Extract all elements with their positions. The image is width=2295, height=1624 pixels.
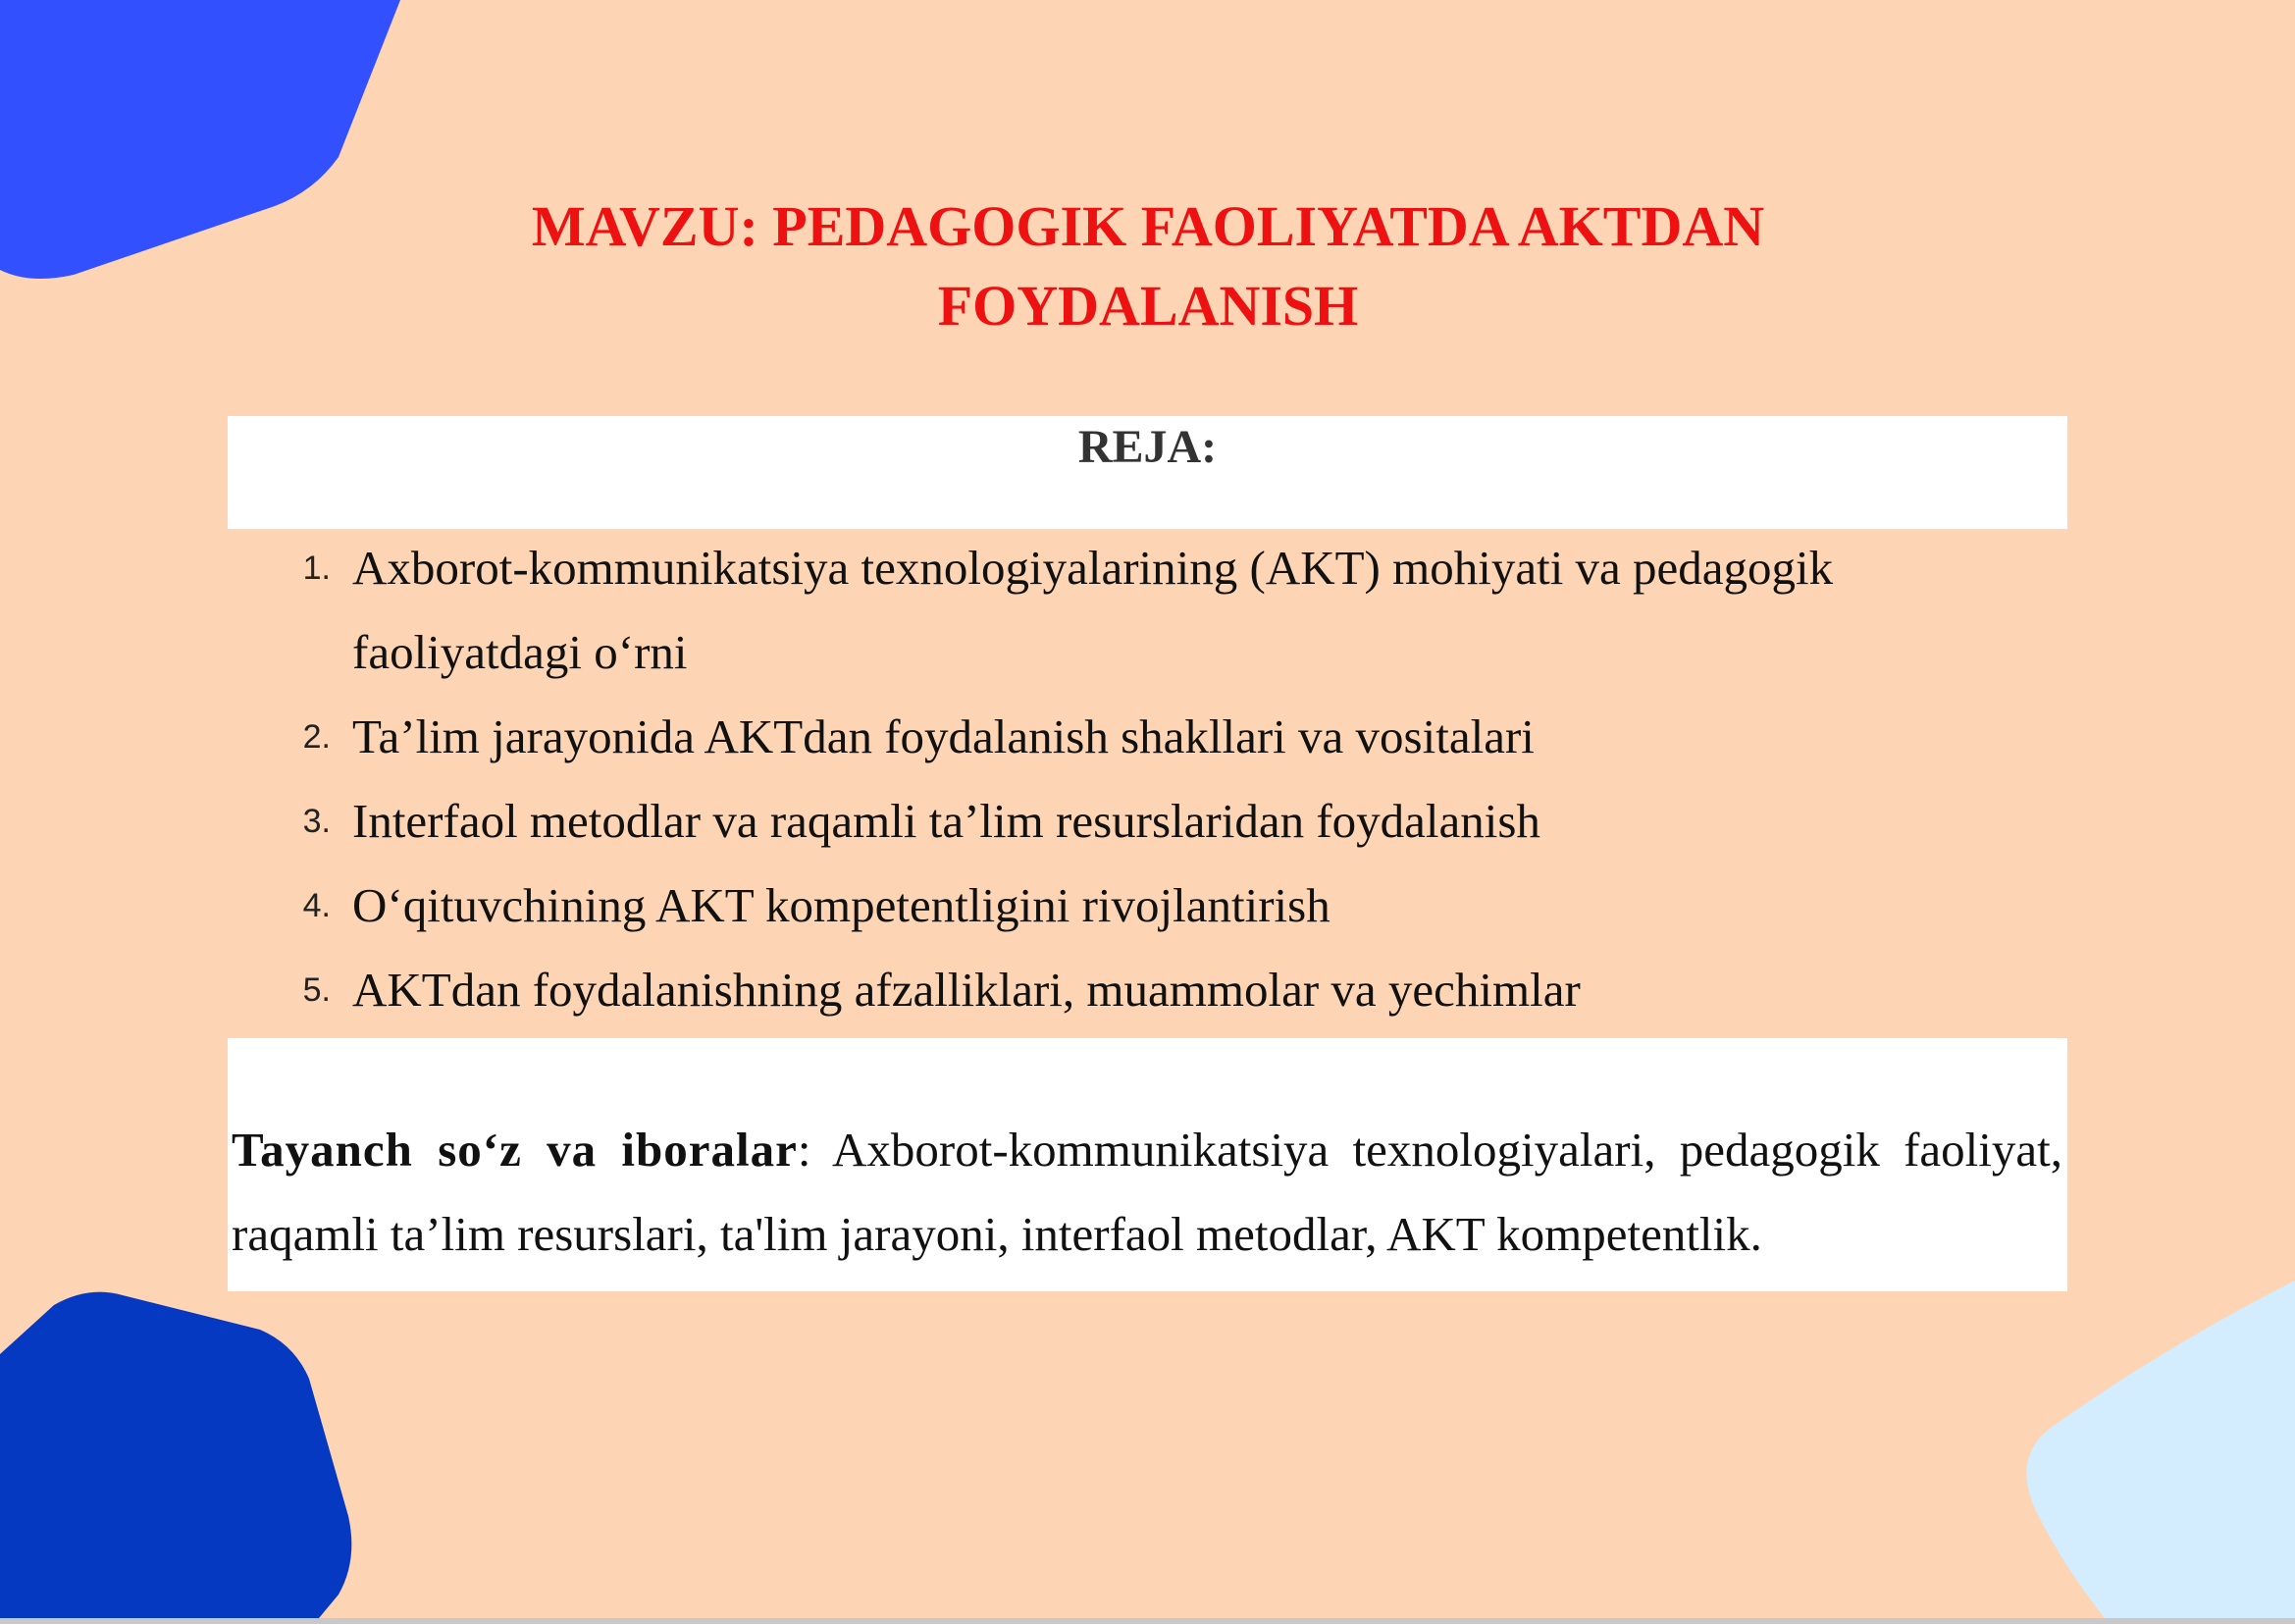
plan-item-number: 5. — [302, 971, 331, 1009]
page-title — [196, 186, 2100, 345]
bottom-left-blue-shape — [0, 1292, 351, 1624]
plan-item-2 — [270, 695, 2056, 779]
plan-item-3 — [270, 779, 2056, 864]
plan-list — [270, 526, 2056, 1032]
plan-item-number: 3. — [302, 803, 331, 840]
plan-heading: REJA: — [1077, 421, 1218, 473]
plan-item-text: AKTdan foydalanishning afzalliklari, muammolar va yechimlar — [352, 963, 1581, 1017]
keywords-separator: : — [797, 1123, 833, 1177]
plan-item-text: Interfaol metodlar va raqamli ta’lim resurslaridan foydalanish — [352, 794, 1540, 848]
plan-item-number: 2. — [302, 718, 331, 756]
bottom-border — [0, 1618, 2295, 1624]
keywords-label: Tayanch so‘z va iboralar — [232, 1123, 798, 1177]
bottom-right-light-blue-shape — [2026, 1281, 2295, 1624]
plan-item-text: O‘qituvchining AKT kompetentligini rivojlantirish — [352, 878, 1330, 932]
plan-item-number: 4. — [302, 887, 331, 924]
plan-item-text: Axborot-kommunikatsiya texnologiyalarining (AKT) mohiyati va pedagogik faoliyatdagi o‘rni — [352, 541, 1834, 679]
plan-item-4 — [270, 864, 2056, 948]
plan-item-5 — [270, 948, 2056, 1032]
plan-item-number: 1. — [302, 550, 331, 587]
title-line-1: MAVZU: PEDAGOGIK FAOLIYATDA AKTDAN — [531, 194, 1765, 258]
keywords-text: Axborot-kommunikatsiya texnologiyalari, pedagogik faoliyat, raqamli ta’lim resurslari, ta'lim jarayoni, interfaol metodlar, AKT kompetentlik. — [232, 1123, 2062, 1261]
title-line-2: FOYDALANISH — [937, 274, 1359, 338]
plan-item-1 — [270, 526, 2056, 695]
plan-item-text: Ta’lim jarayonida AKTdan foydalanish shakllari va vositalari — [352, 709, 1535, 763]
keywords-paragraph — [232, 1108, 2062, 1277]
